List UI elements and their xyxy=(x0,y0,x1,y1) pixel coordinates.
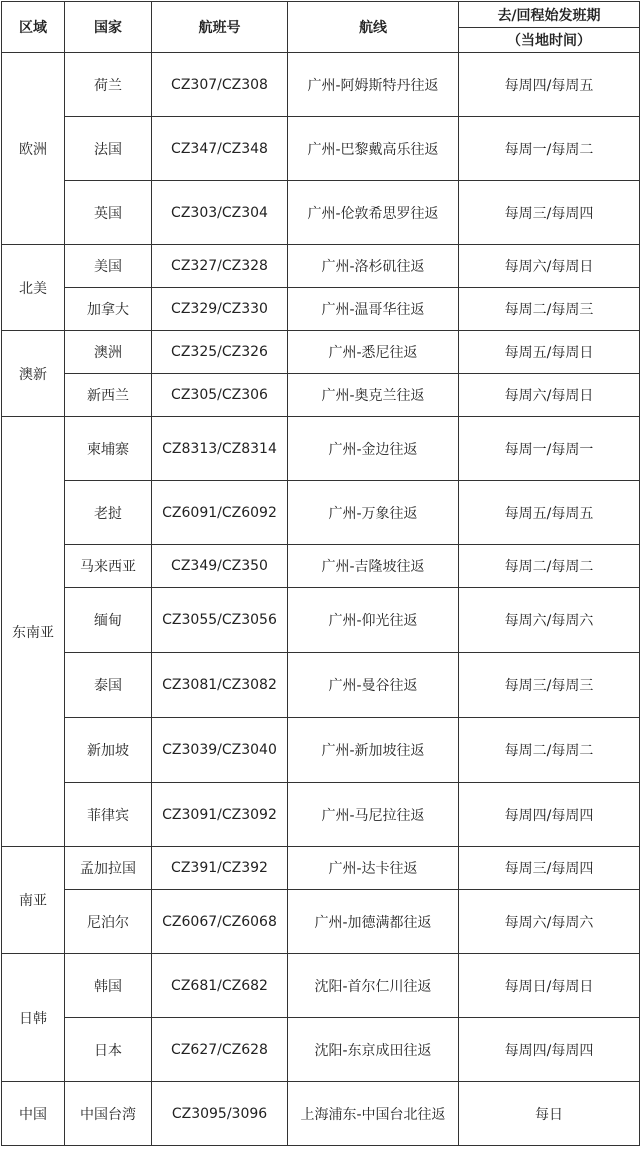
schedule-cell: 每周六/每周日 xyxy=(459,374,640,417)
table-row xyxy=(2,245,640,288)
schedule-cell: 每周六/每周六 xyxy=(459,890,640,954)
route-cell: 广州-万象往返 xyxy=(288,481,459,545)
country-cell: 菲律宾 xyxy=(65,783,152,847)
flight-cell: CZ325/CZ326 xyxy=(152,331,288,374)
flight-cell: CZ627/CZ628 xyxy=(152,1018,288,1082)
schedule-cell: 每日 xyxy=(459,1082,640,1146)
flight-cell: CZ3055/CZ3056 xyxy=(152,588,288,653)
route-cell: 广州-马尼拉往返 xyxy=(288,783,459,847)
header-country: 国家 xyxy=(65,2,152,53)
flight-cell: CZ307/CZ308 xyxy=(152,53,288,117)
flight-cell: CZ681/CZ682 xyxy=(152,954,288,1018)
flight-cell: CZ303/CZ304 xyxy=(152,181,288,245)
country-cell: 新西兰 xyxy=(65,374,152,417)
country-cell: 法国 xyxy=(65,117,152,181)
header-schedule: 去/回程始发班期 xyxy=(459,2,640,28)
flight-cell: CZ6091/CZ6092 xyxy=(152,481,288,545)
schedule-cell: 每周四/每周四 xyxy=(459,783,640,847)
route-cell: 广州-曼谷往返 xyxy=(288,653,459,718)
schedule-cell: 每周四/每周四 xyxy=(459,1018,640,1082)
region-cell: 日韩 xyxy=(2,954,65,1082)
country-cell: 澳洲 xyxy=(65,331,152,374)
region-cell: 东南亚 xyxy=(2,417,65,847)
region-cell: 欧洲 xyxy=(2,53,65,245)
route-cell: 沈阳-首尔仁川往返 xyxy=(288,954,459,1018)
country-cell: 韩国 xyxy=(65,954,152,1018)
header-flight: 航班号 xyxy=(152,2,288,53)
schedule-cell: 每周四/每周五 xyxy=(459,53,640,117)
country-cell: 中国台湾 xyxy=(65,1082,152,1146)
country-cell: 荷兰 xyxy=(65,53,152,117)
schedule-cell: 每周一/每周二 xyxy=(459,117,640,181)
table-row xyxy=(2,181,640,245)
table-row xyxy=(2,117,640,181)
route-cell: 广州-新加坡往返 xyxy=(288,718,459,783)
route-cell: 广州-加德满都往返 xyxy=(288,890,459,954)
country-cell: 柬埔寨 xyxy=(65,417,152,481)
header-route: 航线 xyxy=(288,2,459,53)
schedule-cell: 每周二/每周二 xyxy=(459,545,640,588)
country-cell: 孟加拉国 xyxy=(65,847,152,890)
table-row xyxy=(2,288,640,331)
table-row xyxy=(2,954,640,1018)
region-cell: 北美 xyxy=(2,245,65,331)
country-cell: 老挝 xyxy=(65,481,152,545)
schedule-cell: 每周日/每周日 xyxy=(459,954,640,1018)
flight-cell: CZ349/CZ350 xyxy=(152,545,288,588)
table-row xyxy=(2,847,640,890)
schedule-cell: 每周一/每周一 xyxy=(459,417,640,481)
route-cell: 广州-金边往返 xyxy=(288,417,459,481)
country-cell: 新加坡 xyxy=(65,718,152,783)
route-cell: 广州-温哥华往返 xyxy=(288,288,459,331)
flight-cell: CZ347/CZ348 xyxy=(152,117,288,181)
flight-cell: CZ6067/CZ6068 xyxy=(152,890,288,954)
region-cell: 南亚 xyxy=(2,847,65,954)
country-cell: 缅甸 xyxy=(65,588,152,653)
country-cell: 马来西亚 xyxy=(65,545,152,588)
schedule-cell: 每周三/每周四 xyxy=(459,181,640,245)
table-row xyxy=(2,331,640,374)
table-row xyxy=(2,1018,640,1082)
flight-cell: CZ391/CZ392 xyxy=(152,847,288,890)
route-cell: 广州-阿姆斯特丹往返 xyxy=(288,53,459,117)
table-body xyxy=(2,53,640,1146)
route-cell: 广州-吉隆坡往返 xyxy=(288,545,459,588)
route-cell: 广州-悉尼往返 xyxy=(288,331,459,374)
route-cell: 广州-洛杉矶往返 xyxy=(288,245,459,288)
route-cell: 上海浦东-中国台北往返 xyxy=(288,1082,459,1146)
table-row xyxy=(2,53,640,117)
country-cell: 泰国 xyxy=(65,653,152,718)
route-cell: 广州-奥克兰往返 xyxy=(288,374,459,417)
table-row xyxy=(2,417,640,481)
table-row xyxy=(2,718,640,783)
country-cell: 加拿大 xyxy=(65,288,152,331)
table-header xyxy=(2,2,640,53)
schedule-cell: 每周三/每周三 xyxy=(459,653,640,718)
table-row xyxy=(2,545,640,588)
flight-schedule-table xyxy=(1,1,640,1146)
flight-cell: CZ3081/CZ3082 xyxy=(152,653,288,718)
country-cell: 英国 xyxy=(65,181,152,245)
region-cell: 中国 xyxy=(2,1082,65,1146)
table-row xyxy=(2,1082,640,1146)
schedule-cell: 每周三/每周四 xyxy=(459,847,640,890)
flight-cell: CZ8313/CZ8314 xyxy=(152,417,288,481)
table-row xyxy=(2,481,640,545)
route-cell: 广州-仰光往返 xyxy=(288,588,459,653)
flight-cell: CZ3091/CZ3092 xyxy=(152,783,288,847)
table-row xyxy=(2,588,640,653)
schedule-cell: 每周六/每周六 xyxy=(459,588,640,653)
flight-cell: CZ3039/CZ3040 xyxy=(152,718,288,783)
country-cell: 日本 xyxy=(65,1018,152,1082)
flight-cell: CZ305/CZ306 xyxy=(152,374,288,417)
schedule-cell: 每周五/每周日 xyxy=(459,331,640,374)
route-cell: 沈阳-东京成田往返 xyxy=(288,1018,459,1082)
schedule-cell: 每周二/每周三 xyxy=(459,288,640,331)
route-cell: 广州-达卡往返 xyxy=(288,847,459,890)
country-cell: 美国 xyxy=(65,245,152,288)
schedule-cell: 每周六/每周日 xyxy=(459,245,640,288)
country-cell: 尼泊尔 xyxy=(65,890,152,954)
table-row xyxy=(2,783,640,847)
region-cell: 澳新 xyxy=(2,331,65,417)
header-region: 区域 xyxy=(2,2,65,53)
schedule-cell: 每周五/每周五 xyxy=(459,481,640,545)
table-row xyxy=(2,374,640,417)
header-schedule-note: （当地时间） xyxy=(459,28,640,53)
table-row xyxy=(2,890,640,954)
table-row xyxy=(2,653,640,718)
route-cell: 广州-巴黎戴高乐往返 xyxy=(288,117,459,181)
route-cell: 广州-伦敦希思罗往返 xyxy=(288,181,459,245)
flight-cell: CZ3095/3096 xyxy=(152,1082,288,1146)
flight-cell: CZ329/CZ330 xyxy=(152,288,288,331)
flight-cell: CZ327/CZ328 xyxy=(152,245,288,288)
schedule-cell: 每周二/每周二 xyxy=(459,718,640,783)
